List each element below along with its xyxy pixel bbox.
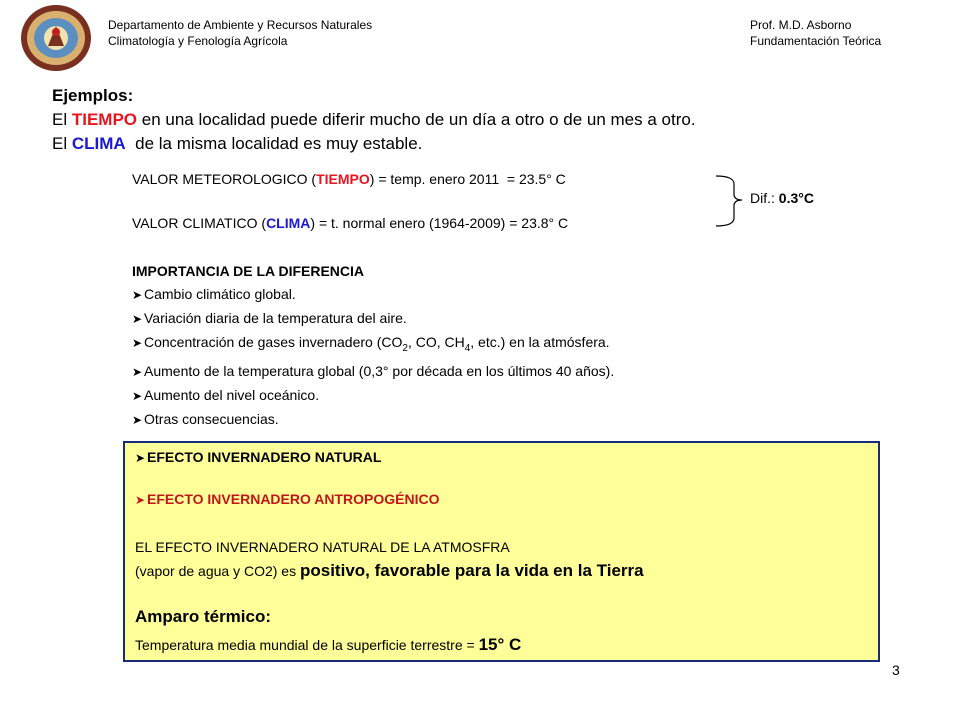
box-natural-item <box>135 449 381 465</box>
arrow-bullet-icon: ➤ <box>132 336 143 350</box>
header-author <box>750 17 881 49</box>
intro-tiempo-word: TIEMPO <box>71 110 138 129</box>
arrow-bullet-icon: ➤ <box>132 312 143 326</box>
list-item-text: , etc.) en la atmósfera. <box>470 334 610 350</box>
intro-line-clima <box>52 132 696 156</box>
intro-l2-a: El <box>52 134 72 153</box>
met-c: ) = temp. enero 2011 = 23.5° C <box>369 171 566 187</box>
cli-clima-word: CLIMA <box>266 215 311 231</box>
greenhouse-effect-box <box>123 441 880 662</box>
list-item-text: Cambio climático global. <box>144 286 296 302</box>
intro-heading: Ejemplos: <box>52 86 134 105</box>
box-natural-heading: EL EFECTO INVERNADERO NATURAL DE LA ATMOSFRA <box>135 539 510 555</box>
intro-section <box>52 84 696 156</box>
values-block <box>132 168 568 234</box>
box-anthropogenic-item <box>135 491 439 507</box>
list-item <box>132 408 614 432</box>
arrow-bullet-icon: ➤ <box>132 364 143 379</box>
subscript: 4 <box>464 342 471 354</box>
intro-line-tiempo <box>52 108 696 132</box>
met-a: VALOR METEOROLOGICO ( <box>132 171 317 187</box>
cli-a: VALOR CLIMATICO ( <box>132 215 267 231</box>
list-item <box>132 360 614 384</box>
list-item-text: Aumento del nivel oceánico. <box>144 386 320 403</box>
box-l6-a: Temperatura media mundial de la superficie terrestre = <box>135 637 479 653</box>
list-item <box>132 331 614 360</box>
list-item-text: Variación diaria de la temperatura del aire. <box>144 310 407 326</box>
list-item-text: Otras consecuencias. <box>144 410 279 427</box>
box-l6-b: 15° C <box>478 635 522 654</box>
box-temperature-line <box>135 635 521 655</box>
box-l4-a: (vapor de agua y CO2) es <box>135 563 300 579</box>
university-seal-logo <box>18 2 94 74</box>
arrow-bullet-icon: ➤ <box>132 388 143 403</box>
list-item-text: Aumento de la temperatura global (0,3° por década en los últimos 40 años). <box>144 362 615 379</box>
box-anthropogenic-text: EFECTO INVERNADERO ANTROPOGÉNICO <box>147 491 440 507</box>
arrow-bullet-icon: ➤ <box>132 412 143 427</box>
difference-label <box>750 190 814 206</box>
list-item-text: Concentración de gases invernadero (CO <box>144 334 403 350</box>
dif-label: Dif.: <box>750 190 779 206</box>
value-climatico <box>132 212 568 234</box>
intro-l1-a: El <box>52 110 72 129</box>
intro-l2-c: de la misma localidad es muy estable. <box>125 134 423 153</box>
dif-value: 0.3°C <box>778 190 814 206</box>
intro-clima-word: CLIMA <box>71 134 126 153</box>
list-item <box>132 283 614 307</box>
met-tiempo-word: TIEMPO <box>316 171 370 187</box>
arrow-bullet-icon: ➤ <box>135 451 146 465</box>
intro-l1-c: en una localidad puede diferir mucho de un día a otro o de un mes a otro. <box>137 110 696 129</box>
difference-brace-icon <box>712 170 752 235</box>
cli-c: ) = t. normal enero (1964-2009) = 23.8° C <box>310 215 569 231</box>
header-right-line2: Fundamentación Teórica <box>750 34 882 48</box>
header-left-line1: Departamento de Ambiente y Recursos Naturales <box>108 18 373 32</box>
list-item-text: , CO, CH <box>407 334 465 350</box>
box-natural-text: EFECTO INVERNADERO NATURAL <box>147 449 382 465</box>
arrow-bullet-icon: ➤ <box>132 288 143 302</box>
header-left-line2: Climatología y Fenología Agrícola <box>108 34 288 48</box>
box-amparo-heading: Amparo térmico: <box>135 607 272 626</box>
arrow-bullet-icon: ➤ <box>135 493 146 507</box>
header-department <box>108 17 372 49</box>
value-meteorologico <box>132 168 568 190</box>
importance-section <box>132 260 614 432</box>
box-positive-line <box>135 561 644 581</box>
box-l4-b: positivo, favorable para la vida en la Tierra <box>299 561 644 580</box>
list-item <box>132 384 614 408</box>
page-number: 3 <box>892 662 900 678</box>
subscript: 2 <box>402 342 408 354</box>
importance-title: IMPORTANCIA DE LA DIFERENCIA <box>132 263 365 279</box>
header-right-line1: Prof. M.D. Asborno <box>750 18 852 32</box>
list-item <box>132 307 614 331</box>
